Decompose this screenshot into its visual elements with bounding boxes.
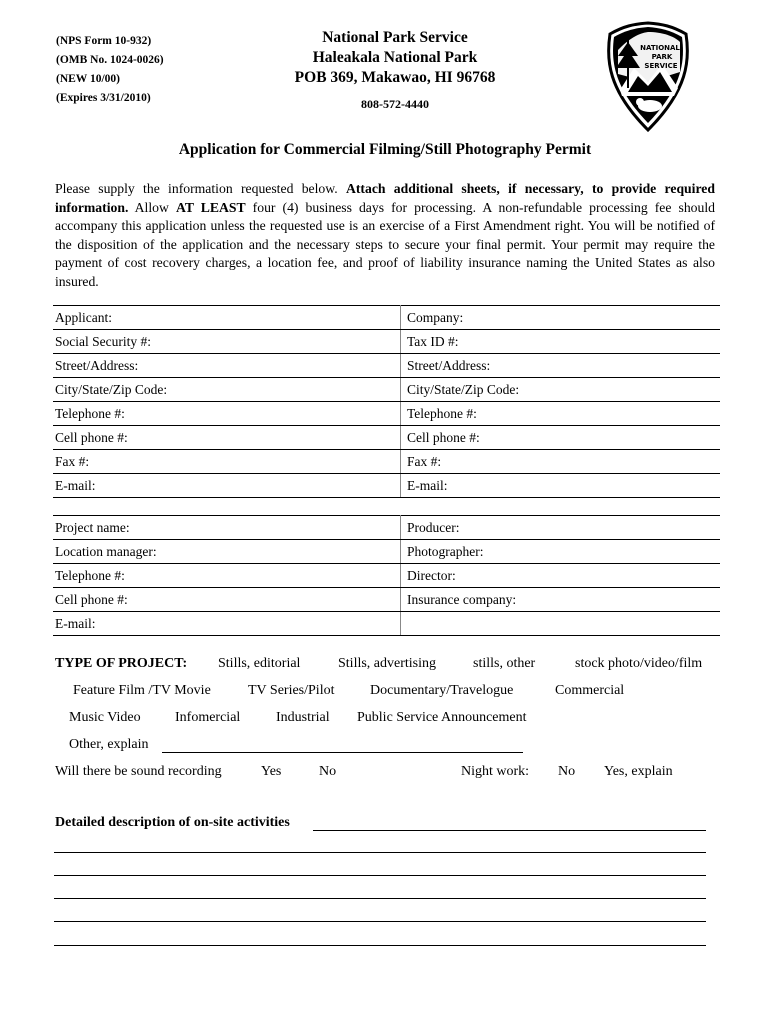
applicant-street-field[interactable]: Street/Address: [53, 354, 401, 378]
park-phone: 808-572-4440 [361, 97, 429, 111]
location-manager-field[interactable]: Location manager: [53, 540, 401, 564]
form-meta [56, 32, 164, 108]
ssn-field[interactable]: Social Security #: [53, 330, 401, 354]
photographer-field[interactable]: Photographer: [401, 540, 721, 564]
project-cell-field[interactable]: Cell phone #: [53, 588, 401, 612]
tax-id-field[interactable]: Tax ID #: [401, 330, 721, 354]
company-city-field[interactable]: City/State/Zip Code: [401, 378, 721, 402]
table-row [53, 402, 720, 426]
table-row [53, 330, 720, 354]
applicant-city-field[interactable]: City/State/Zip Code: [53, 378, 401, 402]
table-row [53, 564, 720, 588]
night-yes-option[interactable]: Yes, explain [604, 764, 673, 779]
project-type-label: TYPE OF PROJECT: [55, 656, 188, 671]
option-industrial[interactable]: Industrial [276, 710, 330, 725]
company-street-field[interactable]: Street/Address: [401, 354, 721, 378]
producer-field[interactable]: Producer: [401, 516, 721, 540]
description-line-5[interactable] [54, 921, 706, 922]
applicant-telephone-field[interactable]: Telephone #: [53, 402, 401, 426]
director-field[interactable]: Director: [401, 564, 721, 588]
omb-number: (OMB No. 1024-0026) [56, 54, 164, 66]
company-field[interactable]: Company: [401, 306, 721, 330]
option-stills-editorial[interactable]: Stills, editorial [218, 656, 301, 671]
form-expiration: (Expires 3/31/2010) [56, 92, 151, 104]
description-line-1[interactable] [313, 830, 706, 831]
agency-block [250, 28, 540, 112]
table-row [53, 426, 720, 450]
option-tv-series[interactable]: TV Series/Pilot [248, 683, 335, 698]
option-psa[interactable]: Public Service Announcement [357, 710, 527, 725]
company-telephone-field[interactable]: Telephone #: [401, 402, 721, 426]
applicant-info-table [53, 305, 720, 498]
table-row [53, 306, 720, 330]
insurance-company-field[interactable]: Insurance company: [401, 588, 721, 612]
other-explain-line[interactable] [162, 752, 523, 753]
description-line-6[interactable] [54, 945, 706, 946]
empty-cell[interactable] [401, 612, 721, 636]
project-name-field[interactable]: Project name: [53, 516, 401, 540]
option-infomercial[interactable]: Infomercial [175, 710, 241, 725]
intro-text-3: four (4) business days for processing. A non-refundable processing fee should accompany this application unless the requested use is an exercise of a First Amendment right. You will be notified of the disposition of the application and the necessary steps to secure your final permit. Your permit may require the payment of cost recovery charges, a location fee, and proof of liability insurance naming the United States as also insured. [55, 199, 716, 289]
option-stills-other[interactable]: stills, other [473, 656, 536, 671]
applicant-field[interactable]: Applicant: [53, 306, 401, 330]
table-row [53, 354, 720, 378]
description-label: Detailed description of on-site activities [55, 815, 290, 830]
nps-arrowhead-logo [604, 20, 692, 132]
project-email-field[interactable]: E-mail: [53, 612, 401, 636]
table-row [53, 474, 720, 498]
option-commercial[interactable]: Commercial [555, 683, 625, 698]
company-email-field[interactable]: E-mail: [401, 474, 721, 498]
night-no-option[interactable]: No [558, 764, 576, 779]
option-other-explain: Other, explain [69, 737, 149, 752]
description-line-4[interactable] [54, 898, 706, 899]
night-work-label: Night work: [461, 764, 530, 779]
table-row [53, 540, 720, 564]
sound-no-option[interactable]: No [319, 764, 337, 779]
sound-recording-label: Will there be sound recording [55, 764, 222, 779]
applicant-email-field[interactable]: E-mail: [53, 474, 401, 498]
table-row [53, 378, 720, 402]
table-row [53, 516, 720, 540]
instructions-paragraph [55, 180, 715, 291]
form-number: (NPS Form 10-932) [56, 35, 152, 47]
sound-yes-option[interactable]: Yes [261, 764, 282, 779]
park-name: Haleakala National Park [312, 49, 478, 66]
logo-text-park: PARK [651, 53, 673, 61]
table-row [53, 612, 720, 636]
form-version: (NEW 10/00) [56, 73, 120, 85]
option-stills-advertising[interactable]: Stills, advertising [338, 656, 436, 671]
agency-name: National Park Service [322, 29, 468, 46]
table-row [53, 588, 720, 612]
company-fax-field[interactable]: Fax #: [401, 450, 721, 474]
applicant-cell-field[interactable]: Cell phone #: [53, 426, 401, 450]
project-telephone-field[interactable]: Telephone #: [53, 564, 401, 588]
option-feature-film[interactable]: Feature Film /TV Movie [73, 683, 211, 698]
project-info-table [53, 515, 720, 636]
intro-text-1: Please supply the information requested below. [55, 181, 346, 196]
description-line-3[interactable] [54, 875, 706, 876]
logo-text-service: SERVICE [644, 62, 678, 70]
intro-text-2: Allow [128, 199, 176, 215]
intro-bold-1: Attach additional sheets, if necessary, to provide required information. [55, 181, 715, 215]
intro-bold-2: AT LEAST [175, 199, 246, 215]
option-music-video[interactable]: Music Video [69, 710, 141, 725]
applicant-fax-field[interactable]: Fax #: [53, 450, 401, 474]
company-cell-field[interactable]: Cell phone #: [401, 426, 721, 450]
option-stock-photo[interactable]: stock photo/video/film [575, 656, 703, 671]
table-row [53, 450, 720, 474]
option-documentary[interactable]: Documentary/Travelogue [370, 683, 514, 698]
logo-text-national: NATIONAL [640, 44, 680, 52]
park-address: POB 369, Makawao, HI 96768 [294, 69, 496, 86]
form-title: Application for Commercial Filming/Still Photography Permit [178, 141, 592, 158]
description-line-2[interactable] [54, 852, 706, 853]
